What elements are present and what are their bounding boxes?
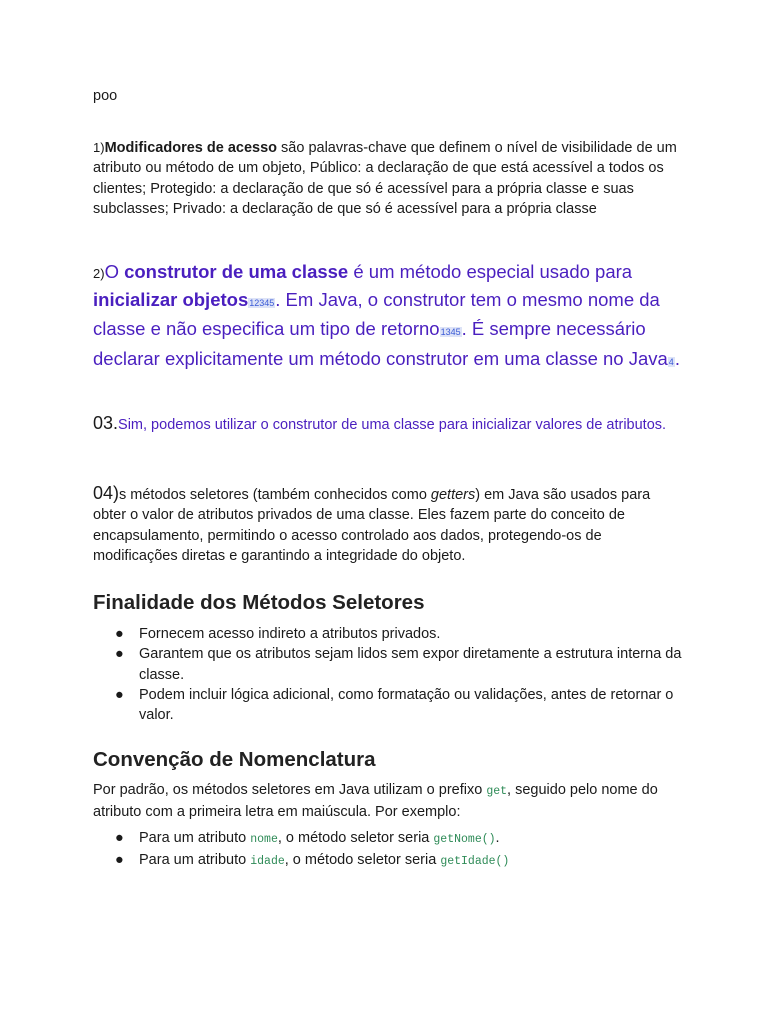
citation-marker[interactable]: 4 [668,356,674,367]
paragraph-q2 [93,259,683,375]
q3-number: 03. [93,413,119,433]
list-item [93,685,683,726]
paragraph-q4 [93,483,683,566]
citation-marker[interactable]: 12345 [249,297,275,308]
list-item-text: , o método seletor seria [277,830,434,846]
list-item-text: . [495,830,500,846]
list-item-text: Fornecem acesso indireto a atributos privados. [139,626,441,642]
paragraph-q3 [93,412,683,436]
paragraph-q1 [93,138,683,219]
convencao-text-2: , seguido pelo nome do atributo com a primeira letra em maiúscula. Por exemplo: [93,782,658,821]
q4-italic: getters [430,487,476,503]
bullet-icon: ● [115,852,124,869]
q2-text-2: é um método especial usado para [348,261,633,282]
code-attribute: idade [250,855,285,869]
exemplo-list [93,828,683,873]
code-getter: getNome() [433,833,496,846]
list-item-text: Garantem que os atributos sejam lidos sem expor diretamente a estrutura interna da classe. [139,646,682,683]
list-item [93,624,683,644]
q2-number: 2) [93,266,105,281]
q2-bold-2: inicializar objetos [93,288,249,310]
paragraph-convencao [93,780,683,823]
list-item [93,644,683,685]
header-text: poo [93,88,118,104]
code-attribute: nome [250,833,278,846]
q4-text-1: s métodos seletores (também conhecidos como [119,487,431,503]
code-getter: getIdade() [440,855,510,869]
list-item-text: , o método seletor seria [284,852,441,869]
bullet-icon: ● [115,830,124,846]
bullet-icon: ● [115,626,124,642]
bullet-icon: ● [115,646,124,663]
bullet-icon: ● [115,686,124,703]
q2-bold-1: construtor de uma classe [124,261,349,282]
q2-text-5: . [674,347,680,369]
q4-number: 04) [93,483,120,503]
list-item-text: Para um atributo [139,830,251,846]
q1-bold: Modificadores de acesso [104,140,278,156]
code-get: get [486,785,508,798]
section-heading-finalidade: Finalidade dos Métodos Seletores [93,591,425,614]
list-item-text: Podem incluir lógica adicional, como formatação ou validações, antes de retornar o valor. [139,686,674,724]
q3-text: Sim, podemos utilizar o construtor de uma classe para inicializar valores de atributos. [118,417,667,433]
q2-text-4: . É sempre necessário declarar explicitamente um método construtor em uma classe no Java [93,318,668,369]
list-item-text: Para um atributo [139,852,251,869]
list-item [93,828,683,850]
q2-text-1: O [104,261,125,282]
finalidade-list [93,624,683,725]
q4-text-2: ) em Java são usados para obter o valor de atributos privados de uma classe. Eles fazem parte do conceito de encapsulamento, permitindo o acesso controlado aos dados, protegendo-os de modificações diretas e garantindo a integridade do objeto. [93,487,651,564]
citation-marker[interactable]: 1345 [440,327,461,337]
convencao-text-1: Por padrão, os métodos seletores em Java utilizam o prefixo [93,782,487,798]
section-heading-convencao: Convenção de Nomenclatura [93,748,376,771]
q1-text: são palavras-chave que definem o nível de visibilidade de um atributo ou método de um objeto, Público: a declaração de que está acessível a todos os clientes; Protegido: a declaração de que só é acessível para a própria classe e suas subclasses; Privado: a declaração de que só é acessível para a própria classe [93,140,677,217]
list-item [93,850,683,872]
q1-number: 1) [93,140,105,155]
q2-text-3: . Em Java, o construtor tem o mesmo nome da classe e não especifica um tipo de retorno [93,288,660,339]
